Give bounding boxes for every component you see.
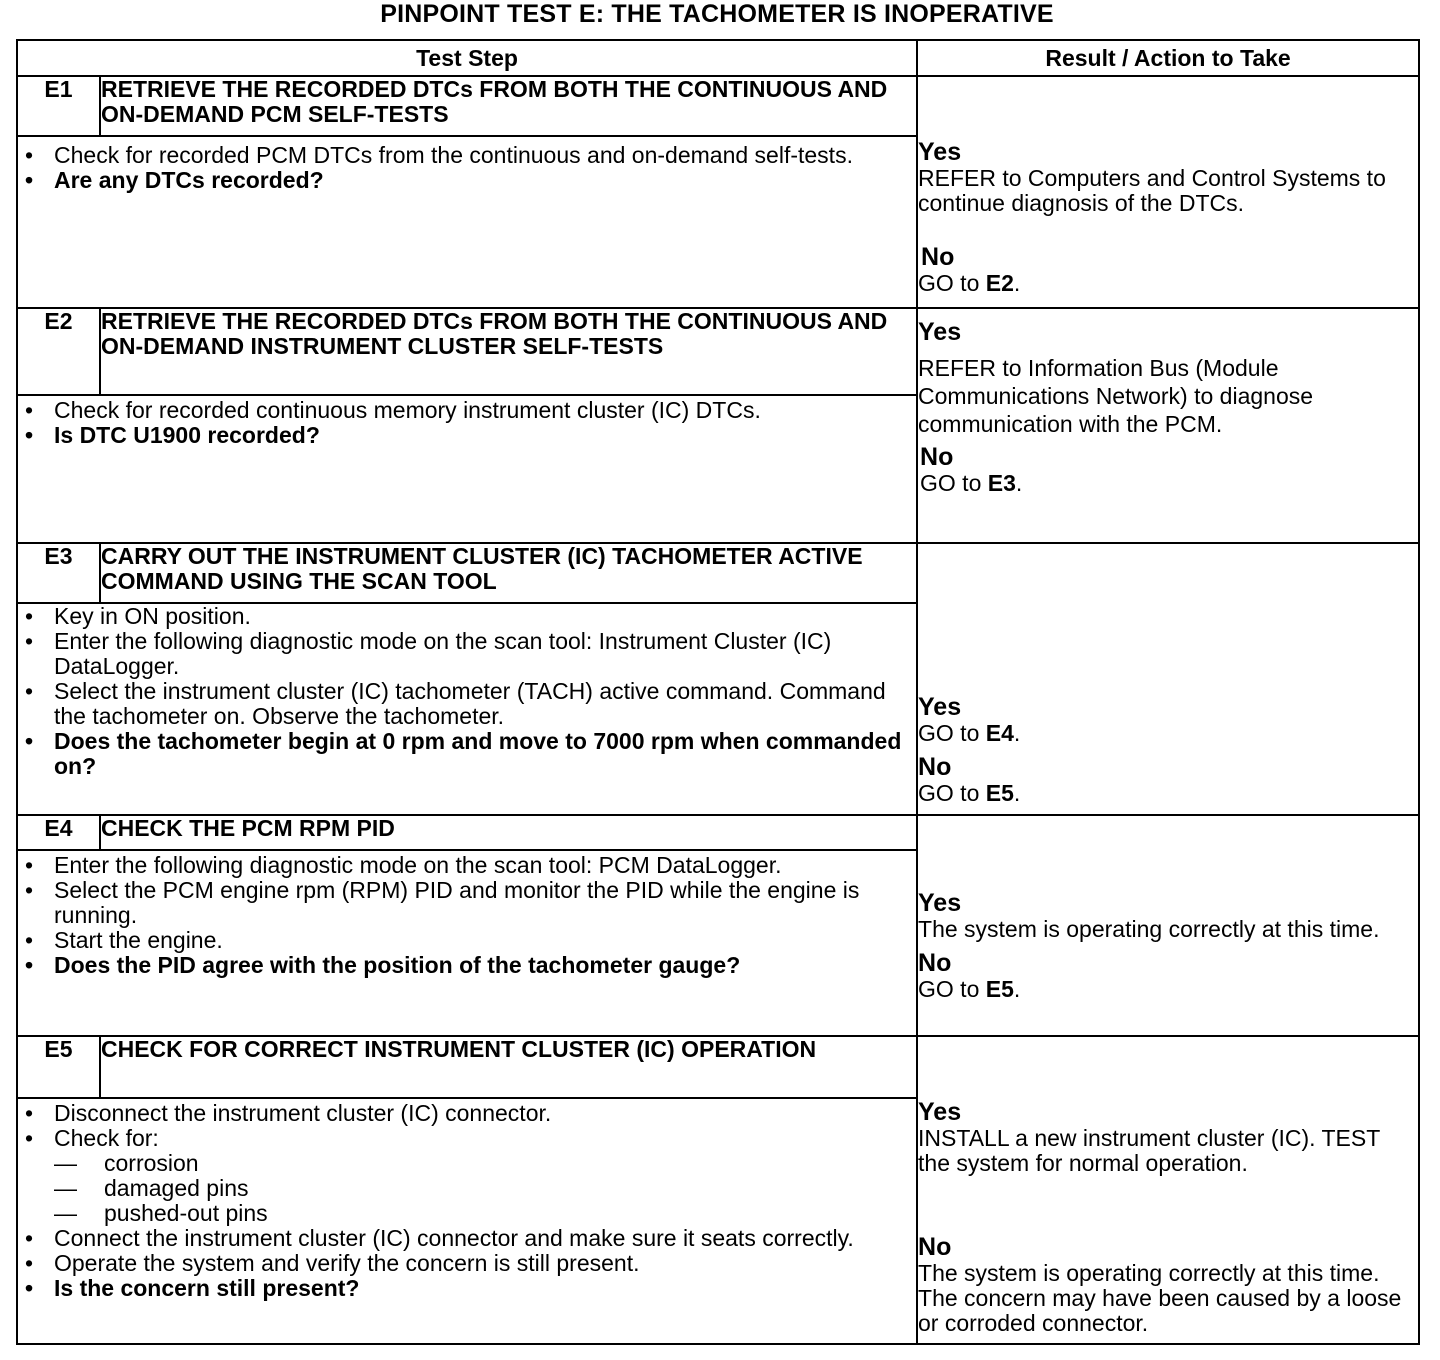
step-e5-no-text: The system is operating correctly at this time. The concern may have been caused by a loose or corroded connector. (918, 1260, 1402, 1337)
step-e5-question: • Is the concern still present? (24, 1274, 360, 1301)
step-e2-body (17, 395, 917, 543)
step-e1-id: E1 (17, 76, 100, 136)
step-e2-yes-label: Yes (918, 318, 962, 347)
step-e5-bullet: • Operate the system and verify the concern is still present. (24, 1249, 640, 1276)
step-e2-heading: RETRIEVE THE RECORDED DTCs FROM BOTH THE CONTINUOUS AND ON-DEMAND INSTRUMENT CLUSTER SELF-TESTS (100, 308, 917, 394)
step-e2-no-target: E3 (987, 470, 1016, 497)
step-e1-body (17, 136, 917, 308)
step-e5-body (17, 1098, 917, 1344)
step-e5-no-label: No (918, 1233, 952, 1262)
go-to-label: GO to (918, 270, 986, 297)
step-e2-bullet: • Check for recorded continuous memory instrument cluster (IC) DTCs. (24, 396, 761, 423)
step-e3-no-action: GO to E5. (918, 779, 1021, 806)
step-e3-bullet: • Key in ON position. (24, 602, 251, 629)
step-e5-id: E5 (17, 1036, 100, 1097)
step-e1-question: • Are any DTCs recorded? (24, 167, 324, 194)
step-e5-sub-item: — corrosion (54, 1149, 199, 1176)
step-e5-yes-text: INSTALL a new instrument cluster (IC). TEST the system for normal operation. (918, 1125, 1380, 1177)
step-e3-yes-action: GO to E4. (918, 719, 1021, 746)
header-row (17, 40, 1419, 76)
step-e4-no-action: GO to E5. (918, 976, 1021, 1003)
step-e2-no-action: GO to E3. (920, 470, 1023, 497)
step-e4-bullet: • Start the engine. (24, 927, 223, 954)
step-e5-heading: CHECK FOR CORRECT INSTRUMENT CLUSTER (IC) OPERATION (100, 1036, 917, 1097)
step-e1-yes-text: REFER to Computers and Control Systems to continue diagnosis of the DTCs. (918, 165, 1386, 217)
step-e2-question: • Is DTC U1900 recorded? (24, 421, 320, 448)
step-e5-sub-item: — pushed-out pins (54, 1199, 268, 1226)
step-e3-id: E3 (17, 543, 100, 603)
step-e4-yes-label: Yes (918, 889, 962, 918)
step-e3-body (17, 603, 917, 815)
step-e3-bullet: • Enter the following diagnostic mode on the scan tool: Instrument Cluster (IC) DataLogger. (24, 627, 832, 679)
step-e2-result (917, 308, 1419, 542)
step-e4-bullet: • Select the PCM engine rpm (RPM) PID and monitor the PID while the engine is running. (24, 877, 860, 929)
step-e4-yes-text: The system is operating correctly at this time. (918, 916, 1380, 943)
header-result: Result / Action to Take (917, 40, 1419, 76)
step-e4-no-target: E5 (985, 976, 1014, 1003)
step-e4-heading-row (17, 815, 1419, 850)
step-e1-bullet: • Check for recorded PCM DTCs from the continuous and on-demand self-tests. (24, 142, 853, 169)
pinpoint-test-table (16, 39, 1420, 1345)
step-e4-question: • Does the PID agree with the position of the tachometer gauge? (24, 952, 741, 979)
step-e2-heading-row (17, 308, 1419, 394)
step-e2-id: E2 (17, 308, 100, 394)
step-e5-heading-row (17, 1036, 1419, 1097)
step-e1-no-action: GO to E2. (918, 270, 1021, 297)
step-e5-bullet: • Disconnect the instrument cluster (IC) connector. (24, 1099, 552, 1126)
step-e4-bullet: • Enter the following diagnostic mode on the scan tool: PCM DataLogger. (24, 852, 782, 879)
step-e1-no-target: E2 (985, 270, 1014, 297)
step-e3-yes-target: E4 (985, 719, 1014, 746)
step-e5-sub-item: — damaged pins (54, 1174, 249, 1201)
step-e1-no-label: No (921, 243, 955, 272)
page-title: PINPOINT TEST E: THE TACHOMETER IS INOPERATIVE (380, 0, 1054, 28)
step-e5-result (917, 1036, 1419, 1344)
step-e4-id: E4 (17, 815, 100, 850)
step-e3-bullet: • Select the instrument cluster (IC) tachometer (TACH) active command. Command the tachometer on. Observe the tachometer. (24, 677, 886, 729)
step-e1-heading: RETRIEVE THE RECORDED DTCs FROM BOTH THE CONTINUOUS AND ON-DEMAND PCM SELF-TESTS (100, 76, 917, 136)
step-e3-heading: CARRY OUT THE INSTRUMENT CLUSTER (IC) TACHOMETER ACTIVE COMMAND USING THE SCAN TOOL (100, 543, 917, 603)
step-e3-no-label: No (918, 752, 952, 781)
step-e5-bullet: • Check for: — corrosion — damaged pins — pushed-out pins (18, 1126, 916, 1226)
step-e2-yes-text: REFER to Information Bus (Module Communications Network) to diagnose communication with the PCM. (918, 355, 1314, 438)
step-e4-body (17, 850, 917, 1036)
step-e4-heading: CHECK THE PCM RPM PID (100, 815, 917, 850)
step-e3-no-target: E5 (985, 779, 1014, 806)
step-e5-bullet: • Connect the instrument cluster (IC) connector and make sure it seats correctly. (24, 1224, 854, 1251)
step-e3-yes-label: Yes (918, 692, 962, 721)
header-test-step: Test Step (17, 40, 917, 76)
step-e1-heading-row (17, 76, 1419, 136)
step-e3-question: • Does the tachometer begin at 0 rpm and move to 7000 rpm when commanded on? (24, 727, 902, 779)
step-e3-heading-row (17, 543, 1419, 603)
step-e4-no-label: No (918, 949, 952, 978)
step-e1-yes-label: Yes (918, 138, 962, 167)
step-e3-result (917, 543, 1419, 815)
step-e5-yes-label: Yes (918, 1098, 962, 1127)
step-e2-no-label: No (920, 443, 954, 472)
step-e1-result (917, 76, 1419, 308)
step-e4-result (917, 815, 1419, 1036)
